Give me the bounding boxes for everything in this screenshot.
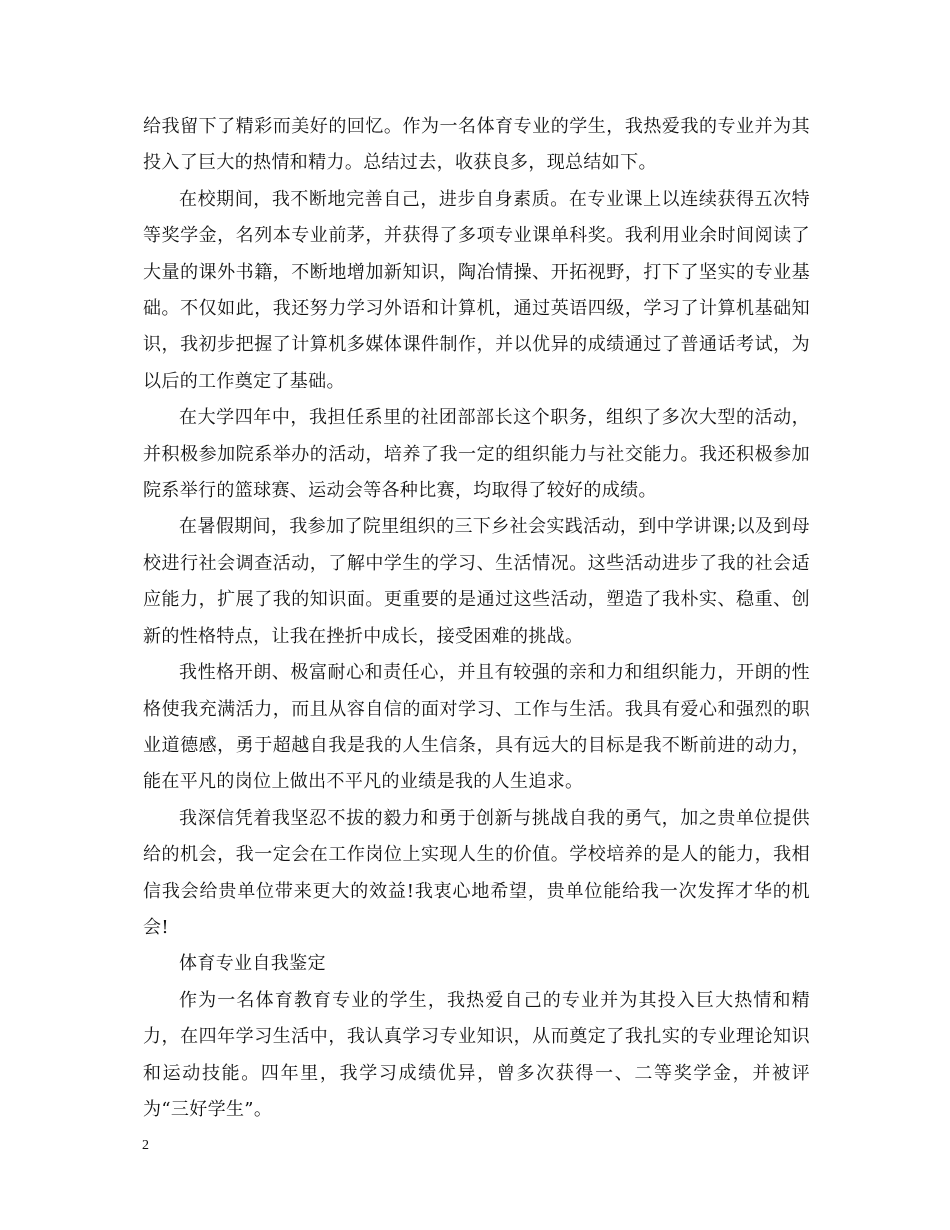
paragraph-summer-practice: 在暑假期间，我参加了院里组织的三下乡社会实践活动，到中学讲课;以及到母校进行社会调查活动，了解中学生的学习、生活情况。这些活动进步了我的社会适应能力，扩展了我的知识面。更重要的是通过这些活动，塑造了我朴实、稳重、创新的性格特点，让我在挫折中成长，接受困难的挑战。 xyxy=(143,516,810,647)
document-body xyxy=(143,109,810,1128)
paragraph-school-period: 在校期间，我不断地完善自己，进步自身素质。在专业课上以连续获得五次特等奖学金，名列本专业前茅，并获得了多项专业课单科奖。我利用业余时间阅读了大量的课外书籍，不断地增加新知识，陶冶情操、开拓视野，打下了坚实的专业基础。不仅如此，我还努力学习外语和计算机，通过英语四级，学习了计算机基础知识，我初步把握了计算机多媒体课件制作，并以优异的成绩通过了普通话考试，为以后的工作奠定了基础。 xyxy=(143,188,810,392)
paragraph-personality: 我性格开朗、极富耐心和责任心，并且有较强的亲和力和组织能力，开朗的性格使我充满活力，而且从容自信的面对学习、工作与生活。我具有爱心和强烈的职业道德感，勇于超越自我是我的人生信条，具有远大的目标是我不断前进的动力，能在平凡的岗位上做出不平凡的业绩是我的人生追求。 xyxy=(143,662,810,793)
page-number: 2 xyxy=(142,1138,149,1153)
paragraph-university-activities: 在大学四年中，我担任系里的社团部部长这个职务，组织了多次大型的活动，并积极参加院系举办的活动，培养了我一定的组织能力与社交能力。我还积极参加院系举行的篮球赛、运动会等各种比赛，均取得了较好的成绩。 xyxy=(143,407,810,502)
paragraph-intro: 给我留下了精彩而美好的回忆。作为一名体育专业的学生，我热爱我的专业并为其投入了巨大的热情和精力。总结过去，收获良多，现总结如下。 xyxy=(143,116,810,174)
paragraph-conviction: 我深信凭着我坚忍不拔的毅力和勇于创新与挑战自我的勇气，加之贵单位提供给的机会，我一定会在工作岗位上实现人生的价值。学校培养的是人的能力，我相信我会给贵单位带来更大的效益!我衷心地希望，贵单位能给我一次发挥才华的机会! xyxy=(143,807,810,938)
section-heading: 体育专业自我鉴定 xyxy=(179,953,326,975)
paragraph-self-assessment: 作为一名体育教育专业的学生，我热爱自己的专业并为其投入巨大热情和精力，在四年学习生活中，我认真学习专业知识，从而奠定了我扎实的专业理论知识和运动技能。四年里，我学习成绩优异，曾多次获得一、二等奖学金，并被评为“三好学生”。 xyxy=(143,989,810,1120)
